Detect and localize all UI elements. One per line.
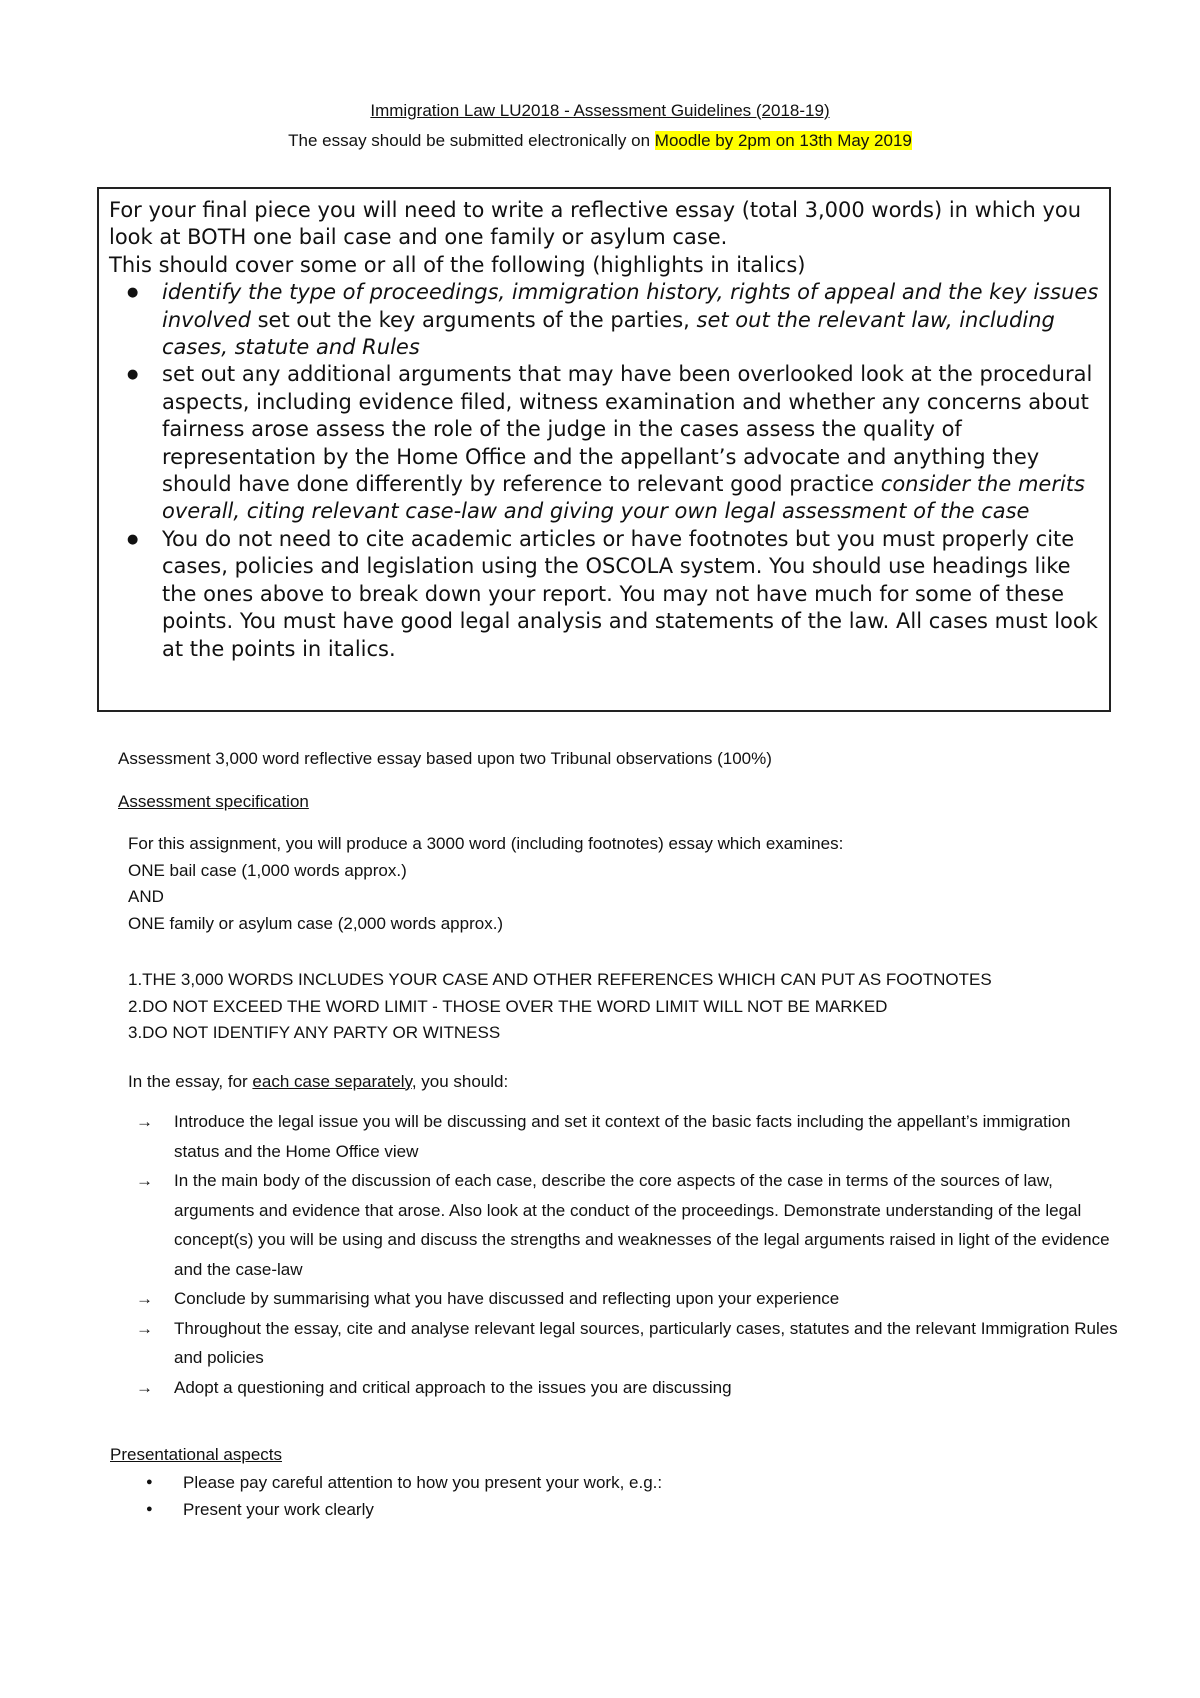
spec-block: [118, 831, 1118, 1095]
box-intro-highlights: This should cover some or all of the following (highlights in italics): [109, 252, 806, 277]
arrow-item: → Introduce the legal issue you will be discussing and set it context of the basic facts including the appellant’s immigration status and the Home Office view: [118, 1107, 1118, 1166]
box-bullet-1-italic-b: set out the relevant law, including cases, statute and Rules: [162, 307, 1055, 360]
spec-heading: Assessment specification: [118, 791, 309, 811]
arrow-item: → Conclude by summarising what you have discussed and reflecting upon your experience: [118, 1284, 1118, 1314]
box-bullet-3: ● You do not need to cite academic articles or have footnotes but you must properly cite cases, policies and legislation using the OSCOLA system. You should use headings like the ones above to break down your report. You may not have much for some of these points. You must have good legal analysis and statements of the law. All cases must look at the points in italics.: [109, 526, 1099, 663]
box-bullet-2-italic: consider the merits overall, citing relevant case-law and giving your own legal assessment of the case: [162, 472, 1085, 524]
box-bullet-list: [109, 279, 1099, 663]
assessment-summary: Assessment 3,000 word reflective essay based upon two Tribunal observations (100%): [118, 749, 772, 768]
box-bullet-1: [109, 279, 1099, 361]
arrow-item: → Adopt a questioning and critical approach to the issues you are discussing: [118, 1373, 1118, 1403]
rule-2: 2.DO NOT EXCEED THE WORD LIMIT - THOSE OVER THE WORD LIMIT WILL NOT BE MARKED: [128, 996, 888, 1016]
essay-intro-pre: In the essay, for: [128, 1071, 253, 1091]
spec-family: ONE family or asylum case (2,000 words approx.): [128, 913, 504, 933]
arrow-item: → In the main body of the discussion of each case, describe the core aspects of the case in terms of the sources of law, arguments and evidence that arose. Also look at the conduct of the proceedings. Demonstrate understanding of the legal concept(s) you will be using and discuss the strengths and weaknesses of the legal arguments raised in light of the evidence and the case-law: [118, 1166, 1118, 1284]
rule-3: 3.DO NOT IDENTIFY ANY PARTY OR WITNESS: [128, 1023, 501, 1042]
submission-text: The essay should be submitted electronically on: [288, 131, 655, 150]
spec-and: AND: [128, 887, 164, 906]
submission-deadline: Moodle by 2pm on 13th May 2019: [654, 131, 912, 150]
essay-arrow-list: [118, 1107, 1118, 1402]
box-bullet-2-normal: set out any additional arguments that may have been overlooked look at the procedural aspects, including evidence filed, witness examination and whether any concerns about fairness arose assess the role of the judge in the cases assess the quality of representation by the Home Office and the appellant’s advocate and anything they should have done differently by reference to relevant good practice: [162, 362, 1093, 497]
presentation-heading: Presentational aspects: [110, 1445, 282, 1464]
document-title: Immigration Law LU2018 - Assessment Guidelines (2018-19): [370, 101, 830, 120]
box-intro: For your final piece you will need to write a reflective essay (total 3,000 words) in which you look at BOTH one bail case and one family or asylum case.: [109, 198, 1082, 250]
submission-line: [0, 126, 1200, 156]
essay-intro-emph: each case separately: [252, 1071, 412, 1091]
arrow-item: → Throughout the essay, cite and analyse relevant legal sources, particularly cases, statutes and the relevant Immigration Rules and policies: [118, 1314, 1118, 1373]
instructions-box: [97, 187, 1111, 712]
essay-intro: [128, 1069, 1118, 1096]
presentation-item: ● Present your work clearly: [110, 1496, 1118, 1523]
box-bullet-2: [109, 361, 1099, 525]
spec-bail: ONE bail case (1,000 words approx.): [128, 860, 407, 880]
spec-intro: For this assignment, you will produce a 3000 word (including footnotes) essay which examines:: [128, 834, 844, 853]
document-header: [0, 96, 1200, 156]
essay-intro-post: , you should:: [411, 1071, 509, 1091]
assessment-section: [110, 746, 1118, 1523]
box-bullet-1-italic-a: identify the type of proceedings, immigration history, rights of appeal and the key issues involved: [162, 280, 1099, 332]
rule-1: 1.THE 3,000 WORDS INCLUDES YOUR CASE AND OTHER REFERENCES WHICH CAN PUT AS FOOTNOTES: [128, 970, 992, 989]
presentation-list: [110, 1469, 1118, 1523]
box-bullet-1-normal: set out the key arguments of the parties,: [250, 307, 697, 332]
presentation-item: ● Please pay careful attention to how you present your work, e.g.:: [110, 1469, 1118, 1496]
